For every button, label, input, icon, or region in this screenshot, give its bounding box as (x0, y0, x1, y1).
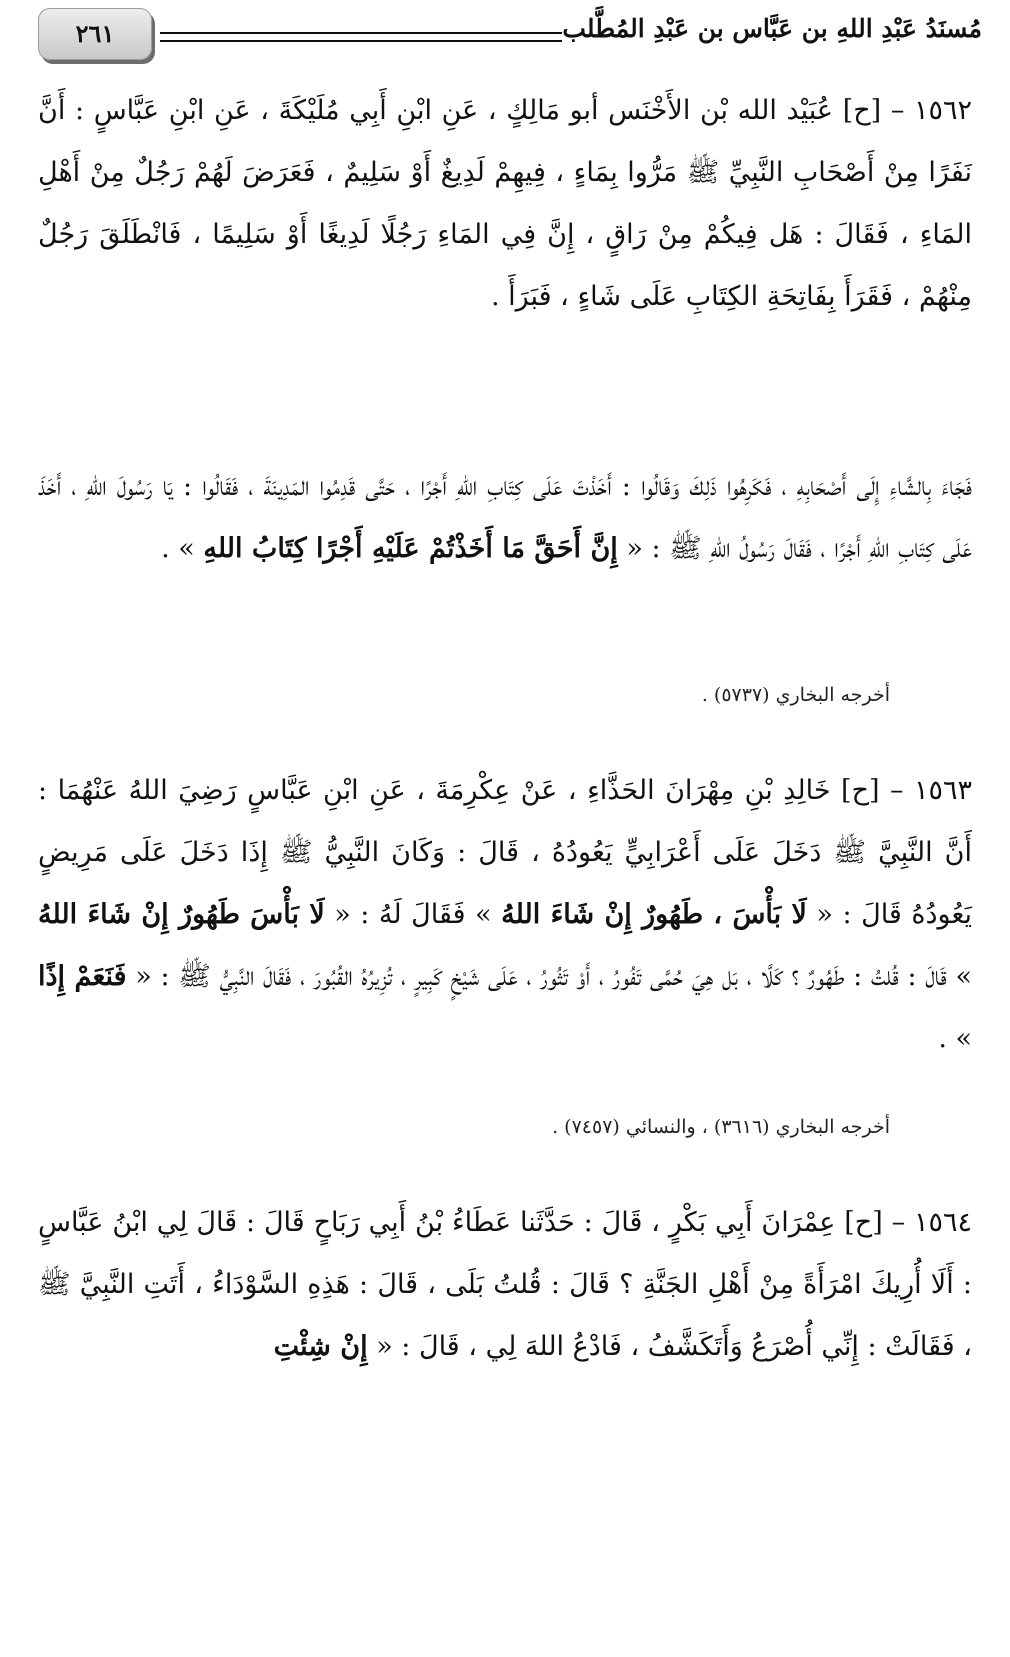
hadith-text: » . (161, 533, 195, 564)
source-note-1563: أخرجه البخاري (٣٦١٦) ، والنسائي (٧٤٥٧) . (552, 1116, 890, 1138)
prophetic-quote: لَا بَأْسَ ، طَهُورٌ إِنْ شَاءَ اللهُ (501, 899, 807, 930)
hadith-1563 (38, 760, 972, 1070)
hadith-number: ١٥٦٢ – [ح] (842, 95, 972, 126)
hadith-number: ١٥٦٤ – [ح] (844, 1207, 972, 1238)
hadith-text: عِمْرَانَ أَبِي بَكْرٍ ، قَالَ : حَدَّثَنا عَطَاءُ بْنُ أَبِي رَبَاحٍ قَالَ : قَالَ لِي ابْنُ عَبَّاسٍ : أَلَا أُرِيكَ امْرَأَةً مِنْ أَهْلِ الجَنَّةِ ؟ قَالَ : قُلتُ بَلَى ، قَالَ : هَذِهِ السَّوْدَاءُ ، أَتَتِ النَّبِيَّ ﷺ ، فَقَالَتْ : إِنِّي أُصْرَعُ وَأَتَكَشَّفُ ، فَادْعُ اللهَ لِي ، قَالَ : « (38, 1207, 972, 1362)
hadith-1562-continuation (38, 456, 972, 580)
prophetic-quote: إِنَّ أَحَقَّ مَا أَخَذْتُمْ عَلَيْهِ أَجْرًا كِتَابُ اللهِ (203, 533, 618, 564)
prophetic-quote: فَنَعَمْ إِذًا (38, 961, 127, 992)
page-header (30, 8, 982, 64)
running-title: مُسنَدُ عَبْدِ اللهِ بن عَبَّاس بن عَبْدِ المُطَّلب (562, 14, 982, 43)
header-rule-top (160, 32, 562, 34)
source-note-1562: أخرجه البخاري (٥٧٣٧) . (701, 684, 890, 706)
hadith-text: » . (938, 1023, 972, 1054)
hadith-1564 (38, 1192, 972, 1378)
hadith-text: عُبَيْد الله بْن الأَخْنَس أبو مَالِكٍ ، عَنِ ابْنِ أَبِي مُلَيْكَةَ ، عَنِ ابْنِ عَبَّاسٍ : أَنَّ نَفَرًا مِنْ أَصْحَابِ النَّبِيِّ ﷺ مَرُّوا بِمَاءٍ ، فِيهِمْ لَدِيغٌ أَوْ سَلِيمٌ ، فَعَرَضَ لَهُمْ رَجُلٌ مِنْ أَهْلِ المَاءِ ، فَقَالَ : هَل فِيكُمْ مِنْ رَاقٍ ، إِنَّ فِي المَاءِ رَجُلًا لَدِيغًا أَوْ سَلِيمًا ، فَانْطَلَقَ رَجُلٌ مِنْهُمْ ، فَقَرَأَ بِفَاتِحَةِ الكِتَابِ عَلَى شَاءٍ ، فَبَرَأَ . (38, 95, 972, 312)
prophetic-quote: لَا بَأْسَ طَهُورٌ إِنْ شَاءَ اللهُ (38, 899, 325, 930)
hadith-1562 (38, 80, 972, 328)
hadith-number: ١٥٦٣ – [ح] (841, 775, 972, 806)
hadith-text: » فَقَالَ لَهُ : « (334, 899, 492, 930)
hadith-text: خَالِدِ بْنِ مِهْرَانَ الحَذَّاءِ ، عَنْ عِكْرِمَةَ ، عَنِ ابْنِ عَبَّاسٍ رَضِيَ اللهُ عَنْهُمَا : أَنَّ النَّبِيَّ ﷺ دَخَلَ عَلَى أَعْرَابِيٍّ يَعُودُهُ ، قَالَ : وَكَانَ النَّبِيُّ ﷺ إِذَا دَخَلَ عَلَى مَرِيضٍ يَعُودُهُ قَالَ : « (38, 775, 973, 930)
hadith-text: فَجَاءَ بِالشَّاءِ إِلَى أَصْحَابِهِ ، فَكَرِهُوا ذَلِكَ وَقَالُوا : أَخَذْتَ عَلَى كِتَابِ اللهِ أَجْرًا ، حَتَّى قَدِمُوا المَدِينَةَ ، فَقَالُوا : يَا رَسُولَ اللهِ ، أَخَذَ عَلَى كِتَابِ اللهِ أَجْرًا ، فَقَالَ رَسُولُ اللهِ ﷺ : « (38, 471, 972, 564)
page-number-badge: ٢٦١ (38, 8, 152, 60)
header-rule-bottom (160, 40, 562, 42)
prophetic-quote: إِنْ شِئْتِ (273, 1331, 368, 1362)
hadith-text: » قَالَ : قُلتُ : طَهُورٌ ؟ كَلَّا ، بَل هِيَ حُمَّى تَفُورُ ، أَوْ تَثُورُ ، عَلَى شَيْخٍ كَبِيرٍ ، تُزِيرُهُ القُبُورَ ، فَقَالَ النَّبِيُّ ﷺ : « (135, 961, 972, 992)
